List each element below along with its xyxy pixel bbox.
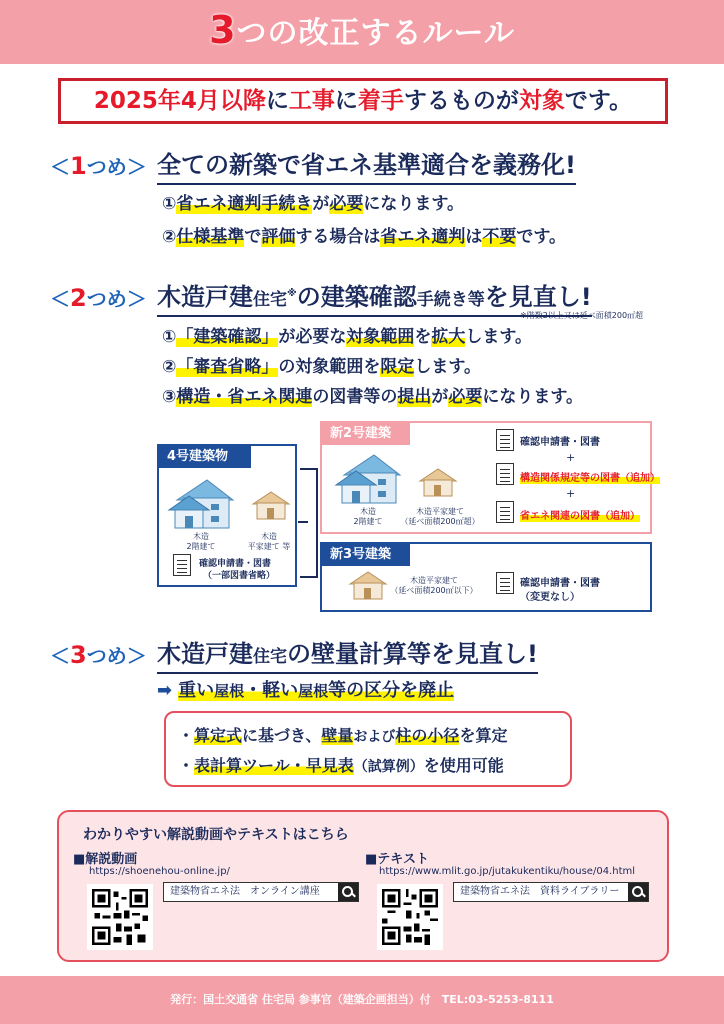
section-2-tag: ＜2つめ＞ <box>50 284 147 312</box>
text-qr-code[interactable] <box>377 884 443 950</box>
new3-label: 木造平家建て （延べ面積200㎡以下） <box>390 576 478 595</box>
section-2-note: ※階数2以上又は延べ面積200㎡超 <box>520 311 644 320</box>
class4-label-2: 木造 平家建て 等 <box>247 532 291 551</box>
page-title: 3つの改正するルール <box>209 8 515 52</box>
diagram-bracket <box>300 468 318 578</box>
qr-code-icon <box>382 889 438 945</box>
document-icon <box>496 429 514 451</box>
text-label: ■テキスト <box>365 852 430 867</box>
document-icon <box>496 463 514 485</box>
new-class-2-title: 新2号建築物 <box>322 423 410 445</box>
section-3-title: 木造戸建住宅の壁量計算等を見直し! <box>157 634 538 674</box>
new3-doc-2: （変更なし） <box>520 592 580 603</box>
video-url[interactable]: https://shoenehou-online.jp/ <box>89 866 230 877</box>
section-2-item-3: ③構造・省エネ関連の図書等の提出が必要になります。 <box>162 387 584 407</box>
one-story-house-icon <box>418 467 458 497</box>
info-box <box>57 810 669 962</box>
text-search-box[interactable]: 建築物省エネ法 資料ライブラリー <box>453 882 649 902</box>
calc-line-2: ・表計算ツール・早見表（試算例）を使用可能 <box>178 756 504 775</box>
video-qr-code[interactable] <box>87 884 153 950</box>
class4-doc-2: （一部図書省略） <box>203 571 276 581</box>
building-new-class-2-box <box>320 421 660 534</box>
new2-label-1: 木造 2階建て <box>353 507 383 526</box>
text-url[interactable]: https://www.mlit.go.jp/jutakukentiku/house/04.html <box>379 866 636 877</box>
building-class-4-title: 4号建築物 <box>159 446 251 468</box>
section-3-tag: ＜3つめ＞ <box>50 641 147 669</box>
document-icon <box>496 501 514 523</box>
search-icon[interactable] <box>338 883 358 901</box>
right-arrow-icon: ➡ <box>157 680 173 701</box>
class4-doc-1: 確認申請書・図書 <box>199 559 272 569</box>
section-1-title: 全ての新築で省エネ基準適合を義務化! <box>157 145 576 185</box>
section-3-arrow-line: ➡ 重い屋根・軽い屋根等の区分を廃止 <box>157 680 455 701</box>
one-story-house-icon <box>348 570 388 600</box>
document-icon <box>496 572 514 594</box>
class4-label-1: 木造 2階建て <box>186 532 216 551</box>
section-1-item-1: ①省エネ適判手続きが必要になります。 <box>162 194 465 214</box>
info-title: わかりやすい解説動画やテキストはこちら <box>83 827 349 843</box>
new2-doc-3: 省エネ関連の図書（追加） <box>520 507 640 522</box>
footer: 発行：国土交通省 住宅局 参事官（建築企画担当）付 TEL:03-5253-8111 <box>0 976 724 1024</box>
one-story-house-icon <box>251 490 291 520</box>
calc-line-1: ・算定式に基づき、壁量および柱の小径を算定 <box>178 726 508 745</box>
section-2-title: 木造戸建住宅※の建築確認手続き等を見直し! <box>157 277 592 317</box>
search-icon[interactable] <box>628 883 648 901</box>
diagram-bracket-stem <box>298 521 308 523</box>
building-new-class-3-box <box>320 542 652 612</box>
section-1-item-2: ②仕様基準で評価する場合は省エネ適判は不要です。 <box>162 227 567 247</box>
section-2-item-1: ①「建築確認」が必要な対象範囲を拡大します。 <box>162 327 533 347</box>
two-story-house-icon <box>167 474 237 530</box>
video-search-box[interactable]: 建築物省エネ法 オンライン講座 <box>163 882 359 902</box>
new2-doc-2: 構造関係規定等の図書（追加） <box>520 469 660 484</box>
plus-sign-2: + <box>566 487 576 500</box>
target-date-box: 2025年4月以降に工事に着手するものが対象です。 <box>58 78 668 124</box>
new-class-3-title: 新3号建築物 <box>322 544 410 566</box>
new2-label-2: 木造平家建て （延べ面積200㎡超） <box>400 507 480 526</box>
section-2-item-2: ②「審査省略」の対象範囲を限定します。 <box>162 357 482 377</box>
video-label: ■解説動画 <box>73 852 138 867</box>
new3-doc-1: 確認申請書・図書 <box>520 578 600 589</box>
two-story-house-icon <box>334 449 404 505</box>
document-icon <box>173 554 191 576</box>
building-class-4-box <box>157 444 297 587</box>
section-1-tag: ＜1つめ＞ <box>50 152 147 180</box>
qr-code-icon <box>92 889 148 945</box>
calculation-box <box>164 711 572 787</box>
plus-sign-1: + <box>566 451 576 464</box>
header-banner <box>0 0 724 64</box>
new2-doc-1: 確認申請書・図書 <box>520 437 600 448</box>
